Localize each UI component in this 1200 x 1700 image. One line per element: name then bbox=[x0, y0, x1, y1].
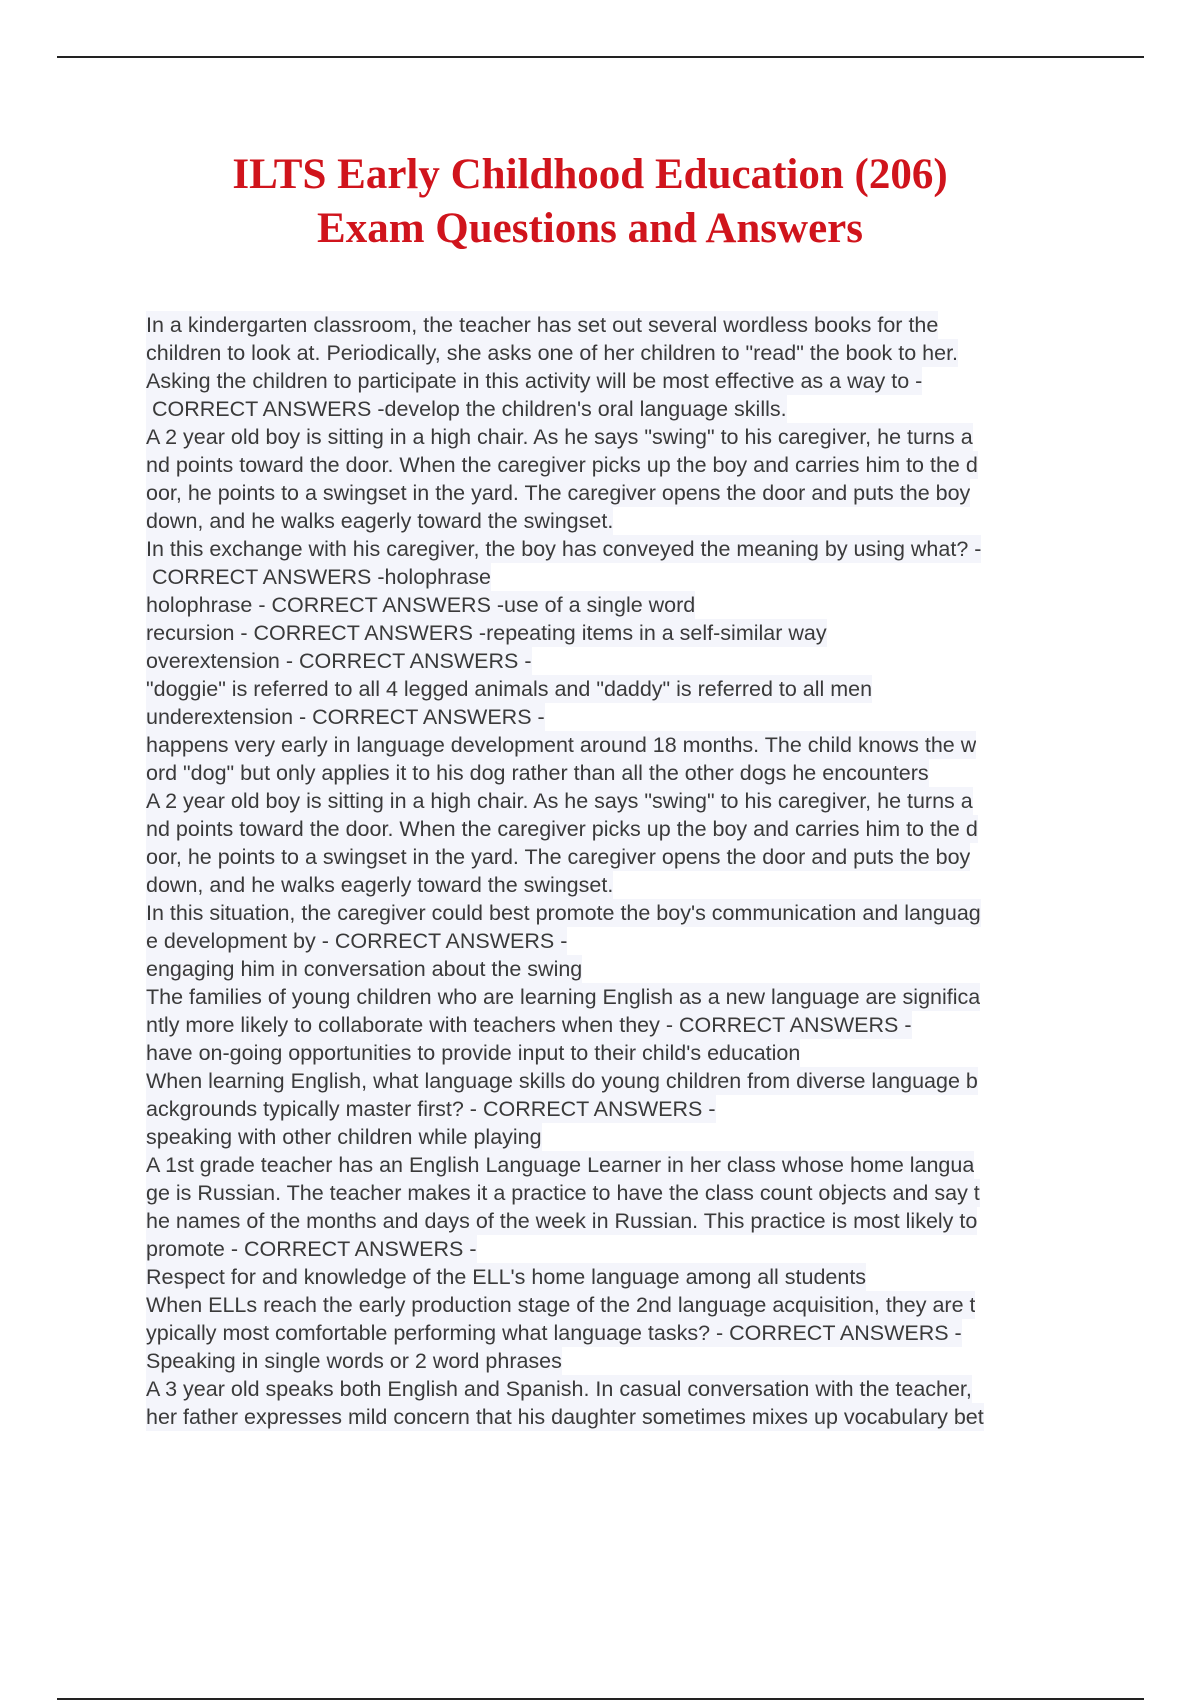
body-line: ntly more likely to collaborate with teachers when they - CORRECT ANSWERS - bbox=[146, 1013, 912, 1037]
body-line: down, and he walks eagerly toward the swingset. bbox=[146, 509, 614, 533]
document-body bbox=[146, 311, 1086, 1431]
body-line: ge is Russian. The teacher makes it a practice to have the class count objects and say t bbox=[146, 1181, 980, 1205]
top-rule bbox=[57, 56, 1144, 58]
body-line: Speaking in single words or 2 word phrases bbox=[146, 1349, 562, 1373]
body-line: nd points toward the door. When the caregiver picks up the boy and carries him to the d bbox=[146, 817, 978, 841]
body-line: A 3 year old speaks both English and Spanish. In casual conversation with the teacher, bbox=[146, 1377, 972, 1401]
body-line: In this exchange with his caregiver, the boy has conveyed the meaning by using what? - bbox=[146, 537, 982, 561]
body-line: underextension - CORRECT ANSWERS - bbox=[146, 705, 545, 729]
body-line: The families of young children who are learning English as a new language are significa bbox=[146, 985, 981, 1009]
body-line: happens very early in language development around 18 months. The child knows the w bbox=[146, 733, 977, 757]
body-line: Asking the children to participate in this activity will be most effective as a way to - bbox=[146, 369, 923, 393]
body-line: ord "dog" but only applies it to his dog rather than all the other dogs he encounters bbox=[146, 761, 929, 785]
body-line: When learning English, what language skills do young children from diverse language b bbox=[146, 1069, 978, 1093]
body-line: ackgrounds typically master first? - CORRECT ANSWERS - bbox=[146, 1097, 716, 1121]
body-line: promote - CORRECT ANSWERS - bbox=[146, 1237, 477, 1261]
body-line: ypically most comfortable performing what language tasks? - CORRECT ANSWERS - bbox=[146, 1321, 962, 1345]
body-line: engaging him in conversation about the swing bbox=[146, 957, 583, 981]
body-line: overextension - CORRECT ANSWERS - bbox=[146, 649, 532, 673]
body-line: In this situation, the caregiver could best promote the boy's communication and languag bbox=[146, 901, 981, 925]
body-line: A 2 year old boy is sitting in a high chair. As he says "swing" to his caregiver, he turns a bbox=[146, 789, 973, 813]
body-line: he names of the months and days of the week in Russian. This practice is most likely to bbox=[146, 1209, 978, 1233]
page-title bbox=[120, 148, 1060, 256]
body-line: children to look at. Periodically, she asks one of her children to "read" the book to her. bbox=[146, 341, 959, 365]
body-line: speaking with other children while playing bbox=[146, 1125, 542, 1149]
body-line: A 1st grade teacher has an English Language Learner in her class whose home langua bbox=[146, 1153, 975, 1177]
body-line: have on-going opportunities to provide input to their child's education bbox=[146, 1041, 801, 1065]
body-line: her father expresses mild concern that his daughter sometimes mixes up vocabulary bet bbox=[146, 1405, 984, 1429]
body-line: CORRECT ANSWERS -holophrase bbox=[146, 565, 491, 589]
title-line-1: ILTS Early Childhood Education (206) bbox=[232, 151, 948, 198]
body-line: holophrase - CORRECT ANSWERS -use of a single word bbox=[146, 593, 696, 617]
body-line: A 2 year old boy is sitting in a high chair. As he says "swing" to his caregiver, he turns a bbox=[146, 425, 973, 449]
body-line: oor, he points to a swingset in the yard. The caregiver opens the door and puts the boy bbox=[146, 481, 971, 505]
body-line: "doggie" is referred to all 4 legged animals and "daddy" is referred to all men bbox=[146, 677, 873, 701]
body-line: e development by - CORRECT ANSWERS - bbox=[146, 929, 568, 953]
body-line: Respect for and knowledge of the ELL's home language among all students bbox=[146, 1265, 867, 1289]
title-line-2: Exam Questions and Answers bbox=[317, 205, 863, 252]
body-line: recursion - CORRECT ANSWERS -repeating items in a self-similar way bbox=[146, 621, 827, 645]
body-line: oor, he points to a swingset in the yard. The caregiver opens the door and puts the boy bbox=[146, 845, 971, 869]
body-line: CORRECT ANSWERS -develop the children's oral language skills. bbox=[146, 397, 787, 421]
body-line: nd points toward the door. When the caregiver picks up the boy and carries him to the d bbox=[146, 453, 978, 477]
body-line: In a kindergarten classroom, the teacher has set out several wordless books for the bbox=[146, 313, 939, 337]
body-line: When ELLs reach the early production stage of the 2nd language acquisition, they are t bbox=[146, 1293, 976, 1317]
body-line: down, and he walks eagerly toward the swingset. bbox=[146, 873, 614, 897]
